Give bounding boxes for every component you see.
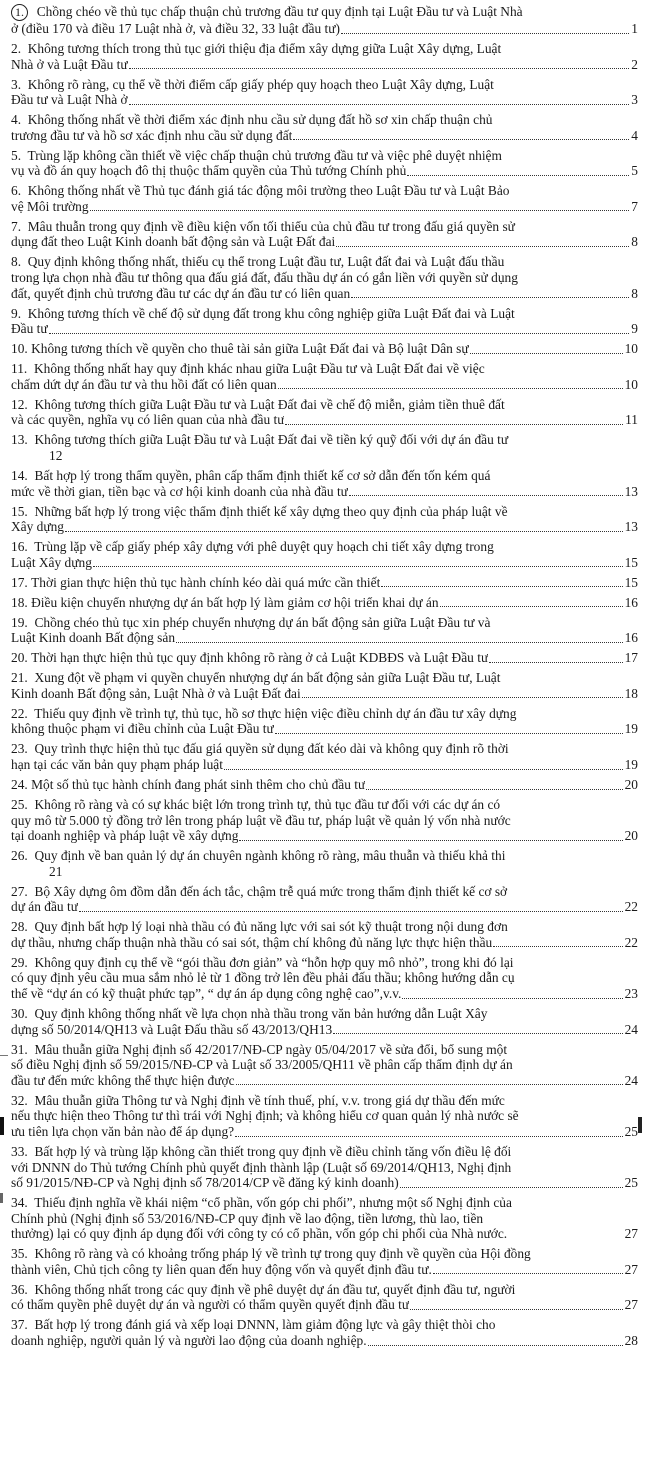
toc-entry-title: Kinh doanh Bất động sản, Luật Nhà ở và Luật Đất đai [11,685,301,701]
scan-artifact [0,1055,8,1056]
toc-entry[interactable] [11,1317,638,1348]
toc-entry-title: Đầu tư [11,321,48,337]
dotted-leader [400,1185,623,1188]
toc-entry-number: 11. [11,361,28,377]
toc-entry-number: 8. [11,254,22,270]
toc-entry-title: có thẩm quyền phê duyệt dự án và người có thẩm quyền quyết định đầu tư [11,1297,410,1313]
toc-entry[interactable] [11,539,638,570]
toc-entry-title: đất, quyết định chủ trương đầu tư các dự án đầu tư có liên quan [11,285,351,301]
toc-entry[interactable] [11,848,638,879]
toc-entry-title: Không thống nhất về thời điểm xác định nhu cầu sử dụng đất hồ sơ xin chấp thuận chủ [27,112,493,128]
toc-entry-title: dụng đất theo Luật Kinh doanh bất động sản và Luật Đất đai [11,234,336,250]
toc-entry[interactable] [11,254,638,301]
toc-entry-title: và các quyền, nghĩa vụ có liên quan của nhà đầu tư [11,412,285,428]
toc-entry-title: có quy định yêu cầu mua sắm nhỏ lẻ từ 1 đồng trở lên đều phải đấu thầu; không hướng dẫn cụ [11,970,515,986]
toc-entry[interactable] [11,1006,638,1037]
toc-entry-title: Những bất hợp lý trong việc thẩm định thiết kế xây dựng theo quy định của pháp luật về [34,503,508,519]
toc-entry-number: 3. [11,76,22,92]
toc-entry-title: số điều Nghị định số 59/2015/NĐ-CP và Luật số 33/2005/QH11 về phân cấp thẩm định dự án [11,1057,513,1073]
toc-entry-title: số 91/2015/NĐ-CP và Nghị định số 78/2014/CP về đăng ký kinh doanh) [11,1175,399,1191]
toc-entry[interactable] [11,575,638,591]
toc-entry[interactable] [11,670,638,701]
toc-entry-page: 8 [631,285,638,301]
dotted-leader [351,295,629,298]
toc-entry-page: 19 [624,756,638,772]
toc-entry-title: Không rõ ràng và có khoảng trống pháp lý về trình tự trong quy định về quyền của Hội đồng [34,1246,531,1262]
toc-entry-title: không thuộc phạm vi điều chỉnh của Luật Đầu tư [11,721,274,737]
toc-entry-title: Không tương thích về quyền cho thuê tài sản giữa Luật Đất đai và Bộ luật Dân sự [31,341,469,357]
toc-entry-title: Xây dựng [11,519,65,535]
toc-entry-title: Luật Xây dựng [11,554,92,570]
toc-entry-title: ở (điều 170 và điều 17 Luật nhà ở, và điều 32, 33 luật đầu tư) [11,21,340,36]
toc-entry-title: Trùng lặp không cần thiết về việc chấp thuận chủ trương đầu tư và việc phê duyệt nhiệm [27,147,502,163]
toc-entry-title: Thiếu quy định về trình tự, thủ tục, hồ sơ thực hiện việc điều chỉnh dự án đầu tư xây dựng [34,705,517,721]
toc-entry-title: Nhà ở và Luật Đầu tư [11,56,128,72]
toc-entry[interactable] [11,341,638,357]
toc-entry-title: Một số thủ tục hành chính đang phát sinh thêm cho chủ đầu tư [31,776,366,792]
table-of-contents [11,4,638,1349]
toc-entry-number: 37. [11,1317,28,1333]
toc-entry-title: Trùng lặp về cấp giấy phép xây dựng với phê duyệt quy hoạch chi tiết xây dựng trong [34,539,494,555]
toc-entry-number: 20. [11,650,28,666]
toc-entry-number: 26. [11,848,28,864]
toc-entry-title: Không thống nhất về Thủ tục đánh giá tác động môi trường theo Luật Đầu tư và Luật Bảo [27,183,510,199]
toc-entry-number: 21. [11,670,28,686]
dotted-leader [79,909,623,912]
toc-entry-page: 13 [624,519,638,535]
toc-entry-title: trương đầu tư và hồ sơ xác định nhu cầu sử dụng đất [11,127,293,143]
toc-entry-title: Không thống nhất trong các quy định về phê duyệt dự án đầu tư, quyết định đầu tư, người [34,1281,516,1297]
toc-entry[interactable] [11,955,638,1002]
dotted-leader [366,787,622,790]
dotted-leader [493,944,622,947]
toc-entry-number: 9. [11,305,22,321]
toc-entry-title: Bất hợp lý và trùng lặp không cần thiết trong quy định về điều chỉnh tăng vốn điều lệ đối [34,1143,512,1159]
toc-entry-title: Quy trình thực hiện thủ tục đấu giá quyền sử dụng đất kéo dài và không quy định rõ thời [34,741,509,757]
toc-entry-number: 18. [11,594,28,610]
toc-entry[interactable] [11,706,638,737]
toc-entry-title: Chính phủ (Nghị định số 53/2016/NĐ-CP quy định về lao động, tiền lương, thù lao, tiền [11,1210,484,1226]
toc-entry[interactable] [11,1042,638,1089]
toc-entry-page: 23 [624,986,638,1001]
toc-entry-page: 22 [624,899,638,915]
toc-entry-page: 15 [624,554,638,570]
toc-entry-title: Chồng chéo về thủ tục chấp thuận chủ trương đầu tư quy định tại Luật Đầu tư và Luật Nhà [36,4,523,19]
toc-entry-number: 2. [11,40,22,56]
toc-entry-title: doanh nghiệp, người quản lý và người lao động của doanh nghiệp. [11,1333,367,1348]
toc-entry-number: 31. [11,1041,28,1057]
toc-entry[interactable] [11,1093,638,1140]
toc-entry-page: 2 [631,56,638,72]
toc-entry[interactable] [11,919,638,950]
dotted-leader [402,996,622,999]
toc-entry-title: thưởng) lại có quy định áp dụng đối với công ty có cổ phần, vốn góp chi phối của Nhà nước. [11,1226,508,1242]
toc-entry-number: 16. [11,539,28,555]
toc-entry[interactable] [11,884,638,915]
toc-entry-page: 3 [631,92,638,108]
dotted-leader [440,604,623,607]
dotted-leader [278,386,623,389]
toc-entry-number: 6. [11,183,22,199]
toc-entry-number: 4. [11,112,22,128]
toc-entry-title: quy mô từ 5.000 tỷ đồng trở lên trong pháp luật về đầu tư, pháp luật về quản lý vốn nhà nước [11,812,511,828]
toc-entry-page: 12 [49,447,63,463]
toc-entry[interactable] [11,183,638,214]
toc-entry[interactable] [11,112,638,143]
toc-entry[interactable] [11,1282,638,1313]
toc-entry[interactable] [11,468,638,499]
toc-entry-number: 5. [11,147,22,163]
toc-entry-title: Bất hợp lý trong thẩm quyền, phân cấp thẩm định thiết kế cơ sở dẫn đến tốn kém quá [34,467,491,483]
toc-entry-title: Không rõ ràng, cụ thể về thời điểm cấp giấy phép quy hoạch theo Luật Xây dựng, Luật [27,76,494,92]
dotted-leader [407,173,629,176]
toc-entry-title: Bộ Xây dựng ôm đồm dẫn đến ách tắc, chậm trễ quá mức trong thẩm định thiết kế cơ sở [34,883,508,899]
toc-entry[interactable] [11,432,638,463]
toc-entry-title: Mâu thuẫn trong quy định về điều kiện vốn tối thiểu của chủ đầu tư trong đấu giá quyền sử [27,218,515,234]
dotted-leader [235,1134,622,1137]
toc-entry-title: Thời hạn thực hiện thủ tục quy định không rõ ràng ở cả Luật KDBĐS và Luật Đầu tư [31,650,489,666]
toc-entry-number: 14. [11,467,28,483]
dotted-leader [65,529,623,532]
toc-entry-number: 29. [11,954,28,970]
toc-entry-number: 27. [11,883,28,899]
toc-entry-page: 24 [624,1021,638,1037]
toc-entry-title: Bất hợp lý trong đánh giá và xếp loại DNNN, làm giảm động lực và gây thiệt thòi cho [34,1317,496,1333]
dotted-leader [433,1271,623,1274]
toc-entry-page: 27 [624,1261,638,1277]
toc-entry-number: 30. [11,1005,28,1021]
dotted-leader [239,838,622,841]
toc-entry-title: Chồng chéo thủ tục xin phép chuyển nhượng dự án bất động sản giữa Luật Đầu tư và [34,614,491,630]
scan-artifact [0,1193,3,1203]
toc-entry-title: chấm dứt dự án đầu tư và thu hồi đất có liên quan [11,376,277,392]
toc-entry[interactable] [11,1144,638,1191]
dotted-leader [508,1237,622,1239]
toc-entry[interactable] [11,504,638,535]
toc-entry-number: 7. [11,218,22,234]
dotted-leader [90,208,630,211]
toc-entry[interactable] [11,4,638,37]
toc-entry-page: 16 [624,594,638,610]
toc-entry-title: Không thống nhất hay quy định khác nhau giữa Luật Đầu tư và Luật Đất đai về việc [33,361,485,377]
toc-entry-page: 10 [624,376,638,392]
toc-entry-title: thành viên, Chủ tịch công ty liên quan đến huy động vốn và quyết định đầu tư. [11,1261,432,1277]
toc-entry-page: 22 [624,934,638,950]
toc-entry-page: 28 [624,1333,638,1348]
toc-entry[interactable] [11,595,638,611]
toc-entry-number: 19. [11,614,28,630]
toc-entry-page: 27 [624,1297,638,1313]
toc-entry-page: 27 [624,1226,638,1242]
toc-entry-title: với DNNN do Thủ tướng Chính phủ quyết định thành lập (Luật số 69/2014/QH13, Nghị định [11,1159,512,1175]
toc-entry-number: 10. [11,341,28,357]
toc-entry-title: Không quy định cụ thể về “gói thầu đơn giản” và “hỗn hợp quy mô nhỏ”, trong khi đó lại [34,954,514,970]
toc-entry-page: 4 [631,127,638,143]
dotted-leader [129,66,630,69]
toc-entry-number: 34. [11,1195,28,1211]
toc-entry-title: trong lựa chọn nhà đầu tư thông qua đấu giá đất, đấu thầu dự án có gắn liền với quyền sử dụng [11,270,518,286]
toc-entry-title: vụ và đồ án quy hoạch đô thị thuộc thẩm quyền của Thủ tướng Chính phủ [11,163,407,179]
toc-entry-title: Mâu thuẫn giữa Thông tư và Nghị định về tính thuế, phí, v.v. trong giá dự thầu đến mức [34,1092,505,1108]
dotted-leader [176,640,623,643]
toc-entry-number: 1. [11,4,28,21]
toc-entry-number: 28. [11,919,28,935]
toc-entry[interactable] [11,1246,638,1277]
toc-entry-title: Quy định không thống nhất, thiếu cụ thể trong Luật đầu tư, Luật đất đai và Luật đấu thầu [27,254,505,270]
toc-entry-page: 25 [624,1123,638,1139]
toc-entry-page: 11 [625,412,638,428]
toc-entry[interactable] [11,650,638,666]
toc-entry-title: Luật Kinh doanh Bất động sản [11,630,176,646]
toc-entry-number: 17. [11,574,28,590]
toc-entry-title: tại doanh nghiệp và pháp luật về xây dựng [11,828,239,844]
dotted-leader [224,767,623,770]
dotted-leader [410,1307,622,1310]
toc-entry-title: Xung đột về phạm vi quyền chuyển nhượng dự án bất động sản giữa Luật Đầu tư, Luật [34,670,501,686]
toc-entry-title: đầu tư đến mức không thể thực hiện được [11,1072,235,1088]
toc-entry-title: dự án đầu tư [11,899,78,915]
dotted-leader [489,660,622,663]
dotted-leader [129,102,630,105]
toc-entry-page: 20 [624,776,638,792]
toc-entry-number: 23. [11,741,28,757]
toc-entry-title: Không rõ ràng và có sự khác biệt lớn trong trình tự, thủ tục đầu tư đối với các dự án có [34,796,501,812]
dotted-leader [341,31,629,34]
toc-entry-title: Thời gian thực hiện thủ tục hành chính kéo dài quá mức cần thiết [31,574,381,590]
toc-entry-title: Điều kiện chuyển nhượng dự án bất hợp lý làm giảm cơ hội triển khai dự án [31,594,439,610]
toc-entry[interactable] [11,41,638,72]
toc-entry-page: 20 [624,828,638,844]
toc-entry-title: Không tương thích giữa Luật Đầu tư và Luật Đất đai về tiền ký quỹ đối với dự án đầu tư [34,432,509,448]
toc-entry[interactable] [11,741,638,772]
toc-entry[interactable] [11,219,638,250]
toc-entry-title: Đầu tư và Luật Nhà ở [11,92,128,108]
toc-entry-page: 25 [624,1175,638,1191]
scan-artifact [0,1117,4,1135]
toc-entry-page: 8 [631,234,638,250]
toc-entry-page: 17 [624,650,638,666]
toc-entry[interactable] [11,797,638,844]
toc-entry-page: 1 [631,21,638,36]
toc-entry-page: 13 [624,483,638,499]
toc-entry-title: vệ Môi trường [11,198,89,214]
toc-entry-page: 18 [624,685,638,701]
toc-entry-title: Quy định không thống nhất về lựa chọn nhà thầu trong văn bản hướng dẫn Luật Xây [34,1005,488,1021]
toc-entry-page: 24 [624,1072,638,1088]
toc-entry-title: dự thầu, nhưng chấp thuận nhà thầu có sai sót, thậm chí không đủ năng lực thực hiện thầu [11,934,493,950]
dotted-leader [336,244,629,247]
dotted-leader [368,1343,623,1346]
toc-entry-title: Thiếu định nghĩa về khái niệm “cổ phần, vốn góp chi phối”, nhưng một số Nghị định của [34,1195,512,1211]
dotted-leader [236,1082,623,1085]
toc-entry[interactable] [11,361,638,392]
dotted-leader [333,1031,622,1034]
toc-entry-title: nếu thực hiện theo Thông tư thì trái với Nghị định; và không hiểu cơ quan quản lý nhà nước sẽ [11,1108,519,1124]
toc-entry-title: Không tương thích giữa Luật Đầu tư và Luật Đất đai về chế độ miễn, giảm tiền thuê đất [34,396,505,412]
toc-entry-page: 5 [631,163,638,179]
toc-entry-page: 9 [631,321,638,337]
toc-entry[interactable] [11,1195,638,1242]
toc-entry[interactable] [11,777,638,793]
toc-entry-number: 24. [11,776,28,792]
toc-entry-number: 15. [11,503,28,519]
toc-entry-page: 16 [624,630,638,646]
toc-entry-title: thể về “dự án có kỹ thuật phức tạp”, “ dự án áp dụng công nghệ cao”,v.v. [11,986,402,1001]
toc-entry[interactable] [11,397,638,428]
dotted-leader [302,695,623,698]
toc-entry-number: 35. [11,1246,28,1262]
toc-entry-number: 36. [11,1281,28,1297]
dotted-leader [93,564,623,567]
toc-entry-number: 22. [11,705,28,721]
toc-entry[interactable] [11,615,638,646]
toc-entry-title: Quy định về ban quản lý dự án chuyên ngành không rõ ràng, mâu thuẫn và thiếu khả thi [34,848,506,864]
toc-entry-page: 7 [631,198,638,214]
toc-entry-title: Mâu thuẫn giữa Nghị định số 42/2017/NĐ-CP ngày 05/04/2017 về sửa đổi, bổ sung một [34,1041,508,1057]
dotted-leader [381,584,622,587]
dotted-leader [293,137,629,140]
toc-entry-title: dựng số 50/2014/QH13 và Luật Đấu thầu số 43/2013/QH13 [11,1021,333,1037]
toc-entry-page: 15 [624,574,638,590]
dotted-leader [285,422,623,425]
toc-entry-number: 33. [11,1143,28,1159]
toc-entry-title: Không tương thích trong thủ tục giới thiệu địa điểm xây dựng giữa Luật Xây dựng, Luật [27,40,502,56]
toc-entry-page: 10 [624,341,638,357]
toc-entry-page: 19 [624,721,638,737]
dotted-leader [470,351,623,354]
toc-entry[interactable] [11,306,638,337]
toc-entry[interactable] [11,148,638,179]
toc-entry[interactable] [11,77,638,108]
toc-entry-page: 21 [49,863,63,879]
toc-entry-number: 25. [11,796,28,812]
toc-entry-number: 32. [11,1092,28,1108]
dotted-leader [349,493,623,496]
toc-entry-number: 12. [11,396,28,412]
toc-entry-title: hạn tại các văn bản quy phạm pháp luật [11,756,223,772]
toc-entry-title: ưu tiên lựa chọn văn bản nào để áp dụng? [11,1123,235,1139]
scan-artifact [638,1117,642,1133]
toc-entry-title: mức về thời gian, tiền bạc và cơ hội kinh doanh của nhà đầu tư [11,483,348,499]
toc-entry-number: 13. [11,432,28,448]
dotted-leader [49,331,630,334]
dotted-leader [275,731,623,734]
toc-entry-title: Không tương thích về chế độ sử dụng đất trong khu công nghiệp giữa Luật Đất đai và Luật [27,305,515,321]
toc-entry-title: Quy định bất hợp lý loại nhà thầu có đủ năng lực với sai sót kỹ thuật trong nội dung đơn [34,919,508,935]
